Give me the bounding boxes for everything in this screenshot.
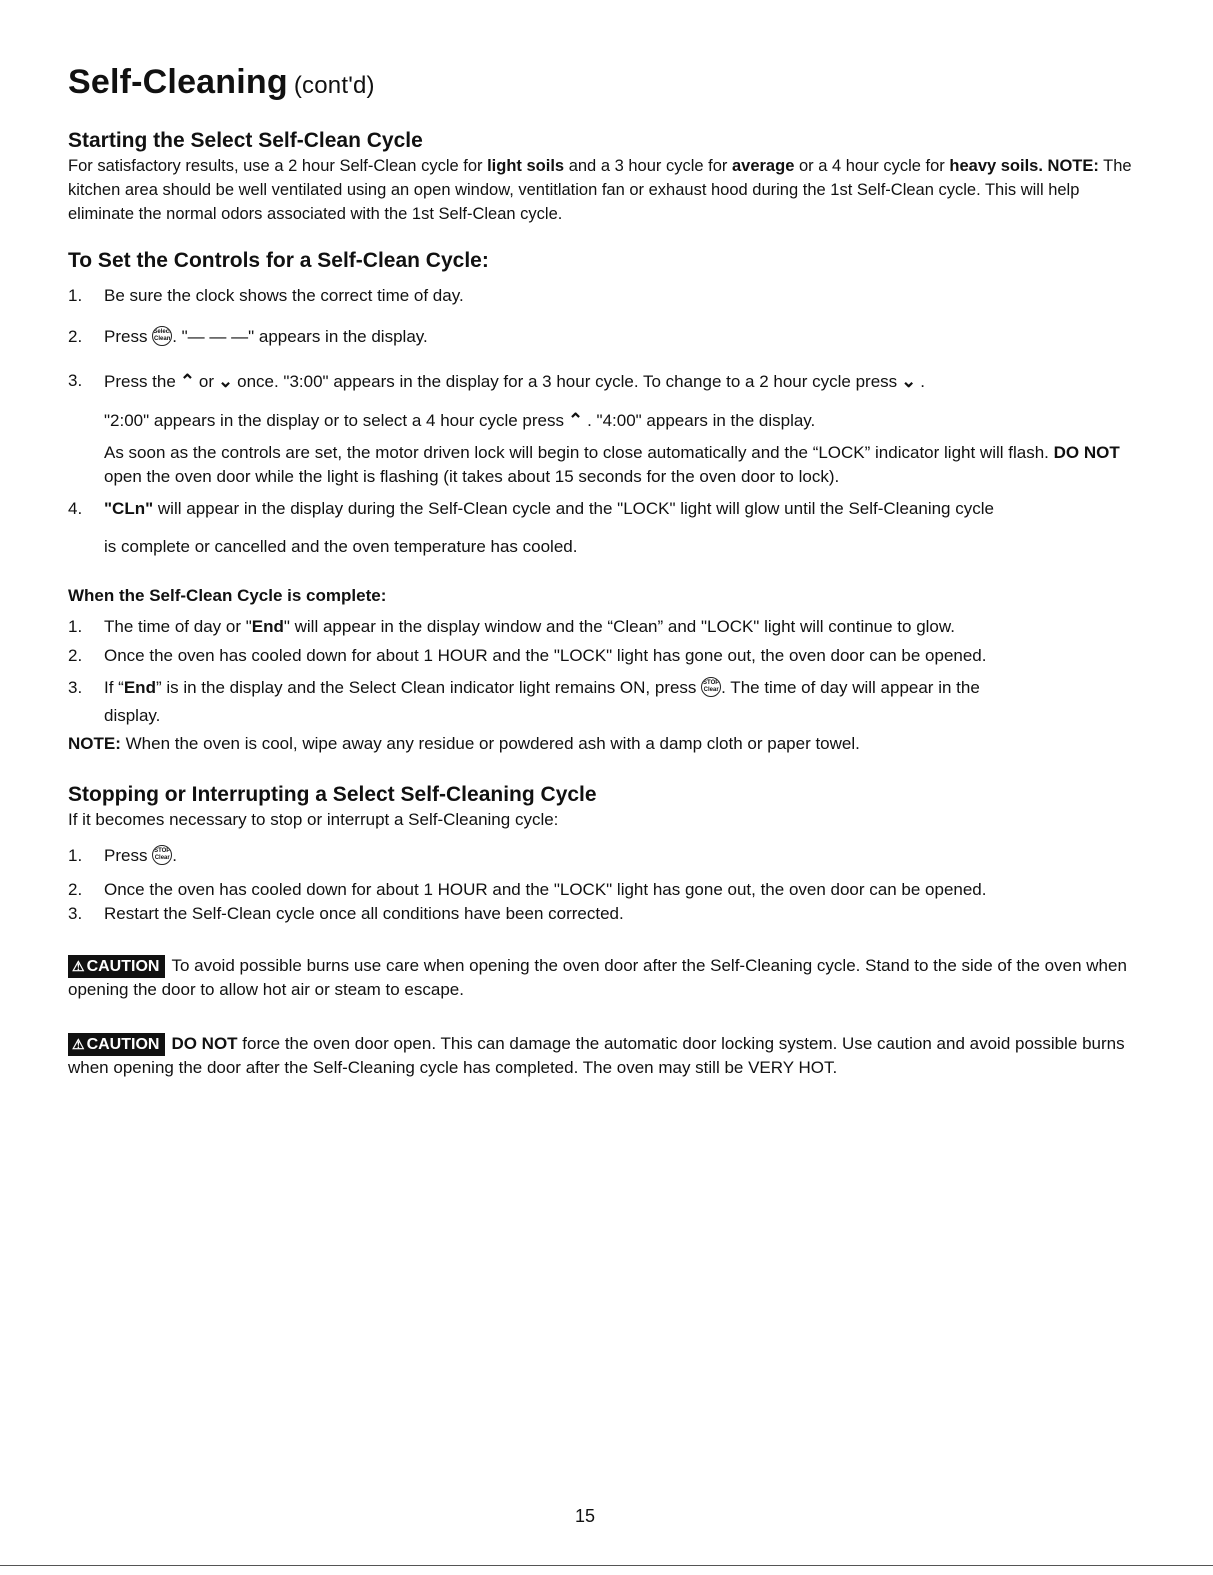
item-text: Press [104, 327, 148, 346]
text-bold: DO NOT [171, 1034, 238, 1053]
item-text: Be sure the clock shows the correct time of day. [104, 286, 464, 305]
icon-label: STOP [154, 847, 171, 854]
section-heading-starting: Starting the Select Self-Clean Cycle [68, 129, 423, 152]
down-arrow-icon: ⌄ [901, 371, 917, 391]
starting-paragraph [68, 154, 1148, 226]
item-number: 2. [68, 646, 83, 665]
item-text: The time of day or " [104, 617, 252, 636]
item-number: 1. [68, 617, 83, 636]
stopping-intro: If it becomes necessary to stop or interrupt a Self-Cleaning cycle: [68, 810, 559, 829]
page-number: 15 [574, 1506, 596, 1526]
caution-badge [68, 1033, 165, 1056]
step-3-detail [68, 408, 1148, 433]
footer-rule [0, 1565, 1213, 1566]
down-arrow-icon: ⌄ [218, 371, 234, 391]
text: or a 4 hour cycle for [798, 157, 945, 175]
item-text: display. [104, 706, 161, 725]
text-bold: NOTE: [68, 734, 121, 753]
controls-list [68, 284, 1148, 394]
text-bold: End [123, 678, 156, 697]
text-bold: "CLn" [104, 499, 154, 518]
section-heading-complete: When the Self-Clean Cycle is complete: [68, 586, 387, 605]
text-bold: DO NOT [1053, 443, 1120, 462]
warning-triangle-icon: ⚠ [72, 1036, 85, 1052]
list-item [68, 497, 1148, 559]
stop-clear-key-icon [152, 845, 172, 865]
item-text: Once the oven has cooled down for about 1 HOUR and the "LOCK" light has gone out, the oven door can be opened. [104, 646, 987, 665]
text-bold: average [731, 157, 795, 175]
text: open the oven door while the light is flashing (it takes about 15 seconds for the oven door to lock). [104, 467, 840, 486]
text-bold: End [251, 617, 284, 636]
item-number: 1. [68, 846, 83, 865]
item-text: Press the [104, 372, 176, 391]
item-text: If “ [104, 678, 124, 697]
item-number: 4. [68, 499, 83, 518]
list-item [68, 676, 1148, 728]
item-number: 3. [68, 904, 83, 923]
caution-label: CAUTION [86, 958, 160, 975]
section-heading-controls: To Set the Controls for a Self-Clean Cycle: [68, 249, 489, 272]
text: When the oven is cool, wipe away any residue or powdered ash with a damp cloth or paper towel. [125, 734, 860, 753]
stop-clear-key-icon [701, 677, 721, 697]
warning-triangle-icon: ⚠ [72, 958, 85, 974]
caution-label: CAUTION [86, 1036, 160, 1053]
step-3-lock-note [68, 441, 1148, 489]
text: For satisfactory results, use a 2 hour Self-Clean cycle for [68, 157, 483, 175]
list-item [68, 284, 1148, 308]
item-number: 2. [68, 880, 83, 899]
title-main: Self-Cleaning [68, 63, 288, 101]
caution-paragraph-2 [68, 1032, 1148, 1080]
icon-label: Clear [154, 854, 170, 861]
caution-badge [68, 955, 165, 978]
item-text: or [198, 372, 215, 391]
complete-list [68, 615, 1148, 728]
item-text: once. "3:00" appears in the display for a 3 hour cycle. To change to a 2 hour cycle press [237, 372, 898, 391]
item-number: 1. [68, 286, 83, 305]
list-item [68, 878, 1148, 902]
item-text: . "— — —" appears in the display. [172, 327, 428, 346]
text: As soon as the controls are set, the motor driven lock will begin to close automatically and the “LOCK” indicator light will flash. [104, 443, 1049, 462]
icon-label: Select [153, 328, 172, 335]
item-text: is complete or cancelled and the oven temperature has cooled. [104, 537, 578, 556]
stopping-list [68, 844, 1148, 926]
item-text: Press [104, 846, 148, 865]
list-item: 1. Press STOP Clear . [68, 844, 1148, 868]
up-arrow-icon: ⌃ [179, 371, 195, 391]
text: "2:00" appears in the display or to select a 4 hour cycle press [104, 411, 564, 430]
item-number: 2. [68, 327, 83, 346]
item-text: " will appear in the display window and the “Clean” and "LOCK" light will continue to glow. [283, 617, 955, 636]
list-item: 3. Press the ⌃ or ⌄ once. "3:00" appears in the display for a 3 hour cycle. To change to a 2 hour cycle press ⌄ . [68, 371, 925, 391]
caution-paragraph-1 [68, 954, 1148, 1002]
up-arrow-icon: ⌃ [568, 410, 584, 430]
list-item [68, 615, 1148, 639]
item-number: 3. [68, 678, 83, 697]
controls-list-cont [68, 497, 1148, 559]
note-paragraph [68, 732, 1148, 756]
text-bold: light soils [487, 157, 565, 175]
text: The kitchen area should be well ventilated using an open window, ventitlation fan or exhaust hood during the 1st Self-Clean cycle. This will help eliminate the normal odors associated with the 1st Self-Clean cycle. [68, 157, 1132, 223]
list-item [68, 325, 1148, 349]
select-clean-key-icon [152, 326, 172, 346]
text: To avoid possible burns use care when opening the oven door after the Self-Cleaning cycle. Stand to the side of the oven when opening the door to allow hot air or steam to escape. [68, 956, 1127, 999]
title-contd: (cont'd) [293, 72, 375, 99]
manual-page [68, 60, 1148, 1080]
icon-label: Clear [703, 686, 719, 693]
item-text: ” is in the display and the Select Clean indicator light remains ON, press [155, 678, 697, 697]
list-item [68, 902, 1148, 926]
page-title [68, 60, 1148, 108]
item-number: 3. [68, 371, 83, 390]
item-text: Once the oven has cooled down for about 1 HOUR and the "LOCK" light has gone out, the oven door can be opened. [104, 880, 987, 899]
list-item [68, 644, 1148, 668]
text: force the oven door open. This can damage the automatic door locking system. Use caution and avoid possible burns when opening the door after the Self-Cleaning cycle has completed. The oven may still be VERY HOT. [68, 1034, 1125, 1077]
text: and a 3 hour cycle for [568, 157, 728, 175]
item-text: will appear in the display during the Self-Clean cycle and the "LOCK" light will glow until the Self-Cleaning cycle [157, 499, 994, 518]
item-text: . The time of day will appear in the [721, 678, 980, 697]
item-text: Restart the Self-Clean cycle once all conditions have been corrected. [104, 904, 624, 923]
icon-label: Clean [154, 335, 171, 342]
section-heading-stopping: Stopping or Interrupting a Select Self-Cleaning Cycle [68, 783, 597, 806]
icon-label: STOP [703, 679, 720, 686]
text: . "4:00" appears in the display. [587, 411, 816, 430]
text-bold: heavy soils. NOTE: [949, 157, 1099, 175]
